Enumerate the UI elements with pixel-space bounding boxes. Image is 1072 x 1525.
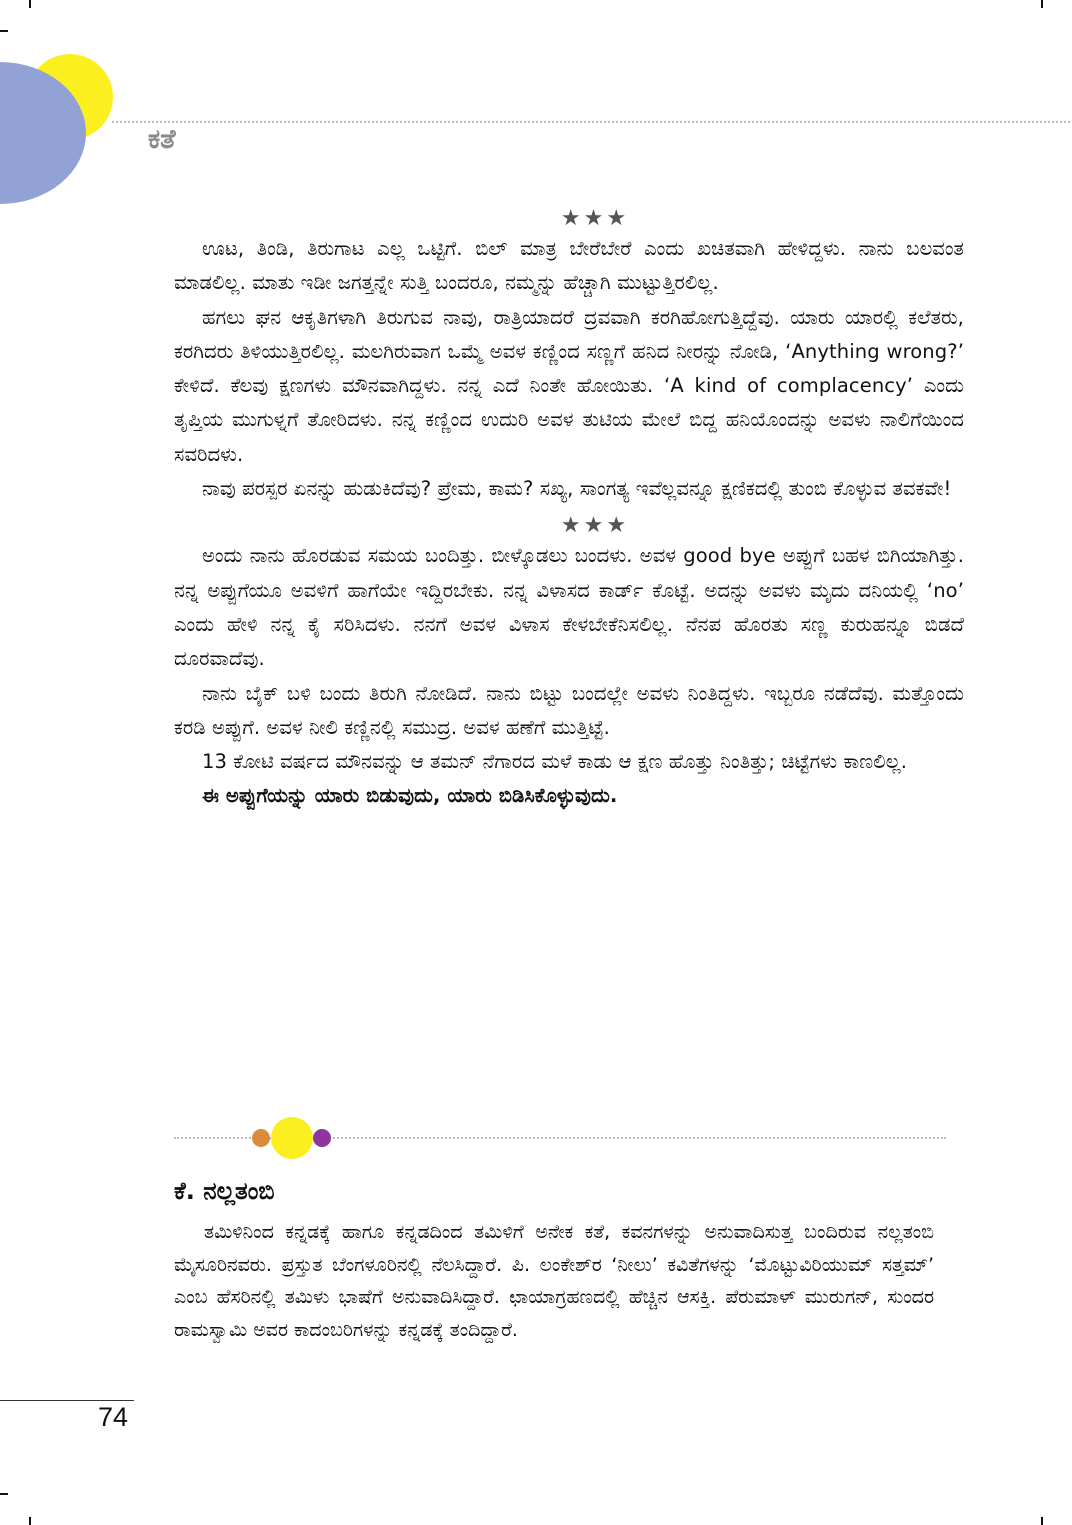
crop-mark-bottom-left — [29, 1517, 31, 1525]
section-break-stars: ★★★ — [560, 513, 630, 539]
crop-mark-bottom-right — [1041, 1517, 1043, 1525]
page-number: 74 — [98, 1402, 129, 1432]
yellow-dot-decoration — [271, 1117, 313, 1159]
page-number-rule — [0, 1400, 134, 1401]
story-paragraph: ನಾವು ಪರಸ್ಪರ ಏನನ್ನು ಹುಡುಕಿದೆವು? ಪ್ರೇಮ, ಕಾಮ? ಸಖ್ಯ, ಸಾಂಗತ್ಯ ಇವೆಲ್ಲವನ್ನೂ ಕ್ಷಣಿಕದಲ್ಲಿ ತುಂಬಿ ಕೊಳ್ಳುವ ತವಕವೇ! — [202, 477, 952, 501]
story-closing-line: ಈ ಅಪ್ಪುಗೆಯನ್ನು ಯಾರು ಬಿಡುವುದು, ಯಾರು ಬಿಡಿಸಿಕೊಳ್ಳುವುದು. — [202, 784, 618, 808]
story-body — [174, 205, 964, 814]
crop-mark-top-left — [29, 0, 31, 8]
story-paragraph: ನಾನು ಬೈಕ್ ಬಳಿ ಬಂದು ತಿರುಗಿ ನೋಡಿದೆ. ನಾನು ಬಿಟ್ಟು ಬಂದಲ್ಲೇ ಅವಳು ನಿಂತಿದ್ದಳು. ಇಬ್ಬರೂ ನಡೆದೆವು. ಮತ್ತೊಂದು ಕರಡಿ ಅಪ್ಪುಗೆ. ಅವಳ ನೀಲಿ ಕಣ್ಣಿನಲ್ಲಿ ಸಮುದ್ರ. ಅವಳ ಹಣೆಗೆ ಮುತ್ತಿಟ್ಟೆ. — [174, 681, 964, 739]
author-bio: ತಮಿಳಿನಿಂದ ಕನ್ನಡಕ್ಕೆ ಹಾಗೂ ಕನ್ನಡದಿಂದ ತಮಿಳಿಗೆ ಅನೇಕ ಕತೆ, ಕವನಗಳನ್ನು ಅನುವಾದಿಸುತ್ತ ಬಂದಿರುವ ನಲ್ಲತಂಬಿ ಮೈಸೂರಿನವರು. ಪ್ರಸ್ತುತ ಬೆಂಗಳೂರಿನಲ್ಲಿ ನೆಲಸಿದ್ದಾರೆ. ಪಿ. ಲಂಕೇಶ್‌ರ ‘ನೀಲು’ ಕವಿತೆಗಳನ್ನು ‘ಮೊಟ್ಟುವಿರಿಯುಮ್ ಸತ್ತಮ್’ ಎಂಬ ಹೆಸರಿನಲ್ಲಿ ತಮಿಳು ಭಾಷೆಗೆ ಅನುವಾದಿಸಿದ್ದಾರೆ. ಛಾಯಾಗ್ರಹಣದಲ್ಲಿ ಹೆಚ್ಚಿನ ಆಸಕ್ತಿ. ಪೆರುಮಾಳ್ ಮುರುಗನ್, ಸುಂದರ ರಾಮಸ್ವಾಮಿ ಅವರ ಕಾದಂಬರಿಗಳನ್ನು ಕನ್ನಡಕ್ಕೆ ತಂದಿದ್ದಾರೆ. — [174, 1221, 934, 1341]
orange-dot-decoration — [252, 1129, 270, 1147]
story-paragraph: ಹಗಲು ಘನ ಆಕೃತಿಗಳಾಗಿ ತಿರುಗುವ ನಾವು, ರಾತ್ರಿಯಾದರೆ ದ್ರವವಾಗಿ ಕರಗಿಹೋಗುತ್ತಿದ್ದೆವು. ಯಾರು ಯಾರಲ್ಲಿ ಕಲೆತರು, ಕರಗಿದರು ತಿಳಿಯುತ್ತಿರಲಿಲ್ಲ. ಮಲಗಿರುವಾಗ ಒಮ್ಮೆ ಅವಳ ಕಣ್ಣಿಂದ ಸಣ್ಣಗೆ ಹನಿದ ನೀರನ್ನು ನೋಡಿ, ‘Anything wrong?’ ಕೇಳಿದೆ. ಕೆಲವು ಕ್ಷಣಗಳು ಮೌನವಾಗಿದ್ದಳು. ನನ್ನ ಎದೆ ನಿಂತೇ ಹೋಯಿತು. ‘A kind of complacency’ ಎಂದು ತೃಪ್ತಿಯ ಮುಗುಳ್ನಗೆ ತೋರಿದಳು. ನನ್ನ ಕಣ್ಣಿಂದ ಉದುರಿ ಅವಳ ತುಟಿಯ ಮೇಲೆ ಬಿದ್ದ ಹನಿಯೊಂದನ್ನು ಅವಳು ನಾಲಿಗೆಯಿಂದ ಸವರಿದಳು. — [174, 305, 964, 466]
author-name: ಕೆ. ನಲ್ಲತಂಬಿ — [174, 1177, 275, 1205]
crop-mark-left-upper — [0, 30, 8, 32]
crop-mark-top-right — [1041, 0, 1043, 8]
purple-dot-decoration — [313, 1129, 331, 1147]
section-break-stars: ★★★ — [560, 206, 630, 231]
author-divider — [174, 1112, 946, 1162]
crop-mark-left-lower — [0, 1493, 8, 1495]
story-paragraph: ಊಟ, ತಿಂಡಿ, ತಿರುಗಾಟ ಎಲ್ಲ ಒಟ್ಟಿಗೆ. ಬಿಲ್ ಮಾತ್ರ ಬೇರೆಬೇರೆ ಎಂದು ಖಚಿತವಾಗಿ ಹೇಳಿದ್ದಳು. ನಾನು ಬಲವಂತ ಮಾಡಲಿಲ್ಲ. ಮಾತು ಇಡೀ ಜಗತ್ತನ್ನೇ ಸುತ್ತಿ ಬಂದರೂ, ನಮ್ಮನ್ನು ಹೆಚ್ಚಾಗಿ ಮುಟ್ಟುತ್ತಿರಲಿಲ್ಲ. — [174, 237, 964, 295]
story-paragraph: 13 ಕೋಟಿ ವರ್ಷದ ಮೌನವನ್ನು ಆ ತಮನ್ ನೆಗಾರದ ಮಳೆ ಕಾಡು ಆ ಕ್ಷಣ ಹೊತ್ತು ನಿಂತಿತ್ತು; ಚಿಟ್ಟೆಗಳು ಕಾಣಲಿಲ್ಲ. — [202, 750, 908, 774]
section-label: ಕತೆ — [148, 124, 176, 155]
header-dotted-rule — [112, 121, 1070, 123]
story-paragraph: ಅಂದು ನಾನು ಹೊರಡುವ ಸಮಯ ಬಂದಿತ್ತು. ಬೀಳ್ಕೊಡಲು ಬಂದಳು. ಅವಳ good bye ಅಪ್ಪುಗೆ ಬಹಳ ಬಿಗಿಯಾಗಿತ್ತು. ನನ್ನ ಅಪ್ಪುಗೆಯೂ ಅವಳಿಗೆ ಹಾಗೆಯೇ ಇದ್ದಿರಬೇಕು. ನನ್ನ ವಿಳಾಸದ ಕಾರ್ಡ್ ಕೊಟ್ಟೆ. ಅದನ್ನು ಅವಳು ಮೃದು ದನಿಯಲ್ಲಿ ‘no’ ಎಂದು ಹೇಳಿ ನನ್ನ ಕೈ ಸರಿಸಿದಳು. ನನಗೆ ಅವಳ ವಿಳಾಸ ಕೇಳಬೇಕೆನಿಸಲಿಲ್ಲ. ನೆನಪ ಹೊರತು ಸಣ್ಣ ಕುರುಹನ್ನೂ ಬಿಡದೆ ದೂರವಾದೆವು. — [174, 544, 964, 671]
